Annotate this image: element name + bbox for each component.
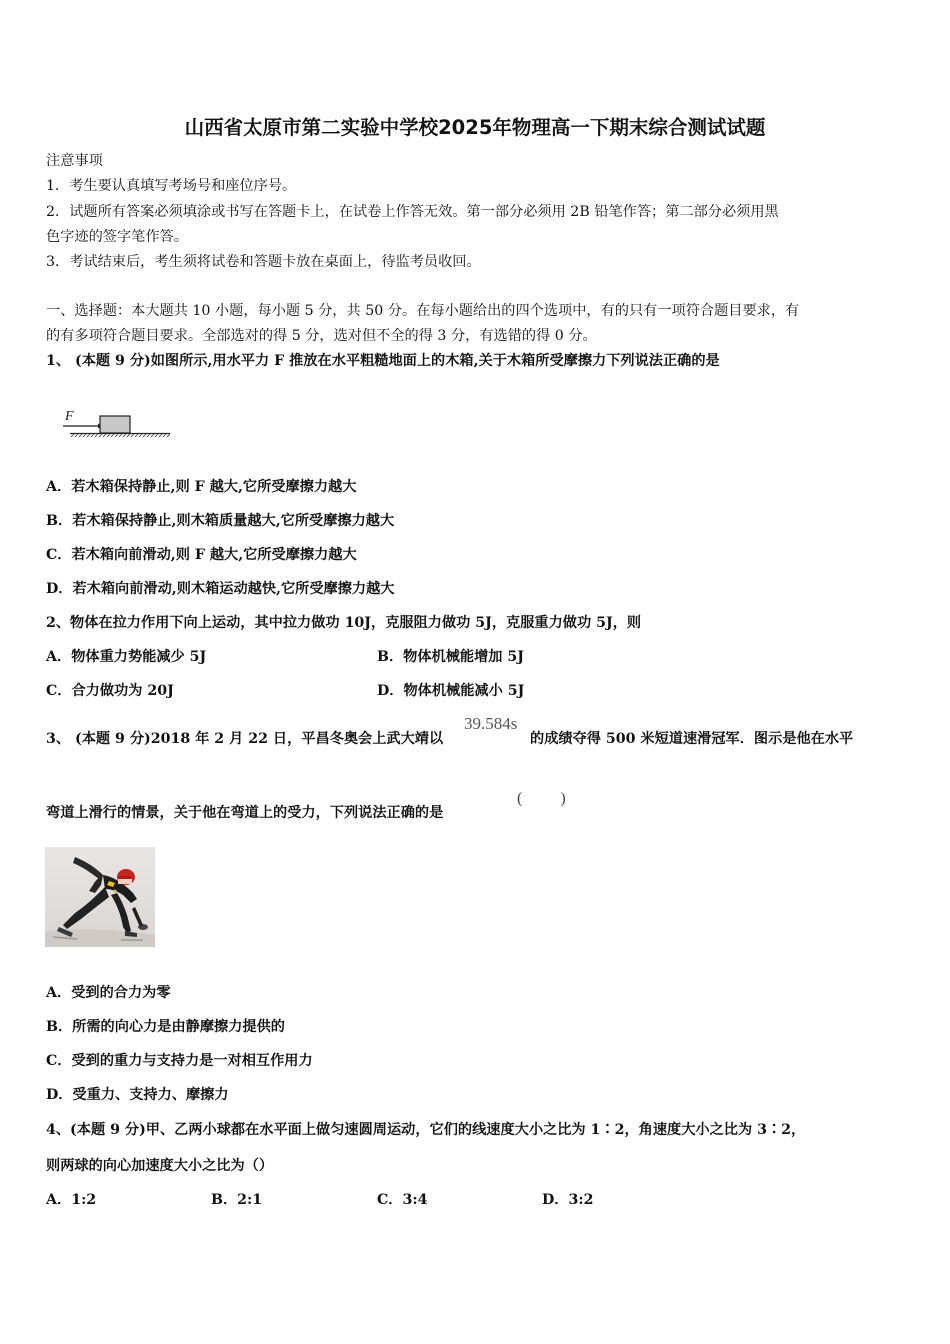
q2-option-a: A．物体重力势能减少 5J	[46, 649, 207, 665]
q4-option-a: A．1:2	[46, 1192, 97, 1208]
q1-force-box-figure	[58, 406, 176, 440]
q2-option-d: D．物体机械能减小 5J	[377, 683, 525, 699]
q4-option-b: B．2:1	[211, 1192, 263, 1208]
q3-time-value: 39.584s	[464, 714, 518, 733]
wooden-box	[100, 416, 130, 433]
section-intro-line-1: 一、选择题：本大题共 10 小题，每小题 5 分，共 50 分。在每小题给出的四个选项中，有的只有一项符合题目要求，有	[46, 303, 800, 319]
q2-option-c: C．合力做功为 20J	[46, 683, 174, 699]
q1-stem: 1、 (本题 9 分)如图所示,用水平力 F 推放在水平粗糙地面上的木箱,关于木箱所受摩擦力下列说法正确的是	[46, 353, 720, 369]
page-title: 山西省太原市第二实验中学校2025年物理高一下期末综合测试试题	[184, 116, 766, 139]
q1-option-c: C．若木箱向前滑动,则 F 越大,它所受摩擦力越大	[46, 547, 357, 563]
section-intro-line-2: 的有多项符合题目要求。全部选对的得 5 分，选对但不全的得 3 分，有选错的得 0 分。	[46, 328, 597, 344]
answer-blank-paren: ( )	[517, 790, 566, 807]
q4-option-c: C．3:4	[377, 1192, 428, 1208]
force-label: F	[65, 409, 74, 424]
notes-heading: 注意事项	[46, 153, 103, 169]
q3-option-a: A．受到的合力为零	[46, 985, 171, 1001]
note-2-line-2: 色字迹的签字笔作答。	[46, 229, 188, 245]
q3-option-d: D．受重力、支持力、摩擦力	[46, 1087, 229, 1103]
q4-stem-line-2: 则两球的向心加速度大小之比为（）	[46, 1158, 274, 1174]
q2-stem: 2、物体在拉力作用下向上运动，其中拉力做功 10J，克服阻力做功 5J，克服重力做功 5J，则	[46, 615, 642, 631]
q1-option-b: B．若木箱保持静止,则木箱质量越大,它所受摩擦力越大	[46, 513, 395, 529]
note-1: 1．考生要认真填写考场号和座位序号。	[46, 178, 297, 194]
q3-stem-part-1: 3、 (本题 9 分)2018 年 2 月 22 日，平昌冬奥会上武大靖以	[46, 731, 444, 747]
q3-skater-photo	[45, 847, 155, 947]
q3-stem-part-3: 弯道上滑行的情景，关于他在弯道上的受力，下列说法正确的是	[46, 805, 444, 821]
q1-option-a: A．若木箱保持静止,则 F 越大,它所受摩擦力越大	[46, 479, 357, 495]
q1-option-d: D．若木箱向前滑动,则木箱运动越快,它所受摩擦力越大	[46, 581, 395, 597]
q4-stem-line-1: 4、(本题 9 分)甲、乙两小球都在水平面上做匀速圆周运动，它们的线速度大小之比为 1∶2，角速度大小之比为 3∶2，	[46, 1122, 806, 1138]
q3-option-b: B．所需的向心力是由静摩擦力提供的	[46, 1019, 285, 1035]
q4-option-d: D．3:2	[542, 1192, 594, 1208]
q2-option-b: B．物体机械能增加 5J	[377, 649, 525, 665]
note-2-line-1: 2．试题所有答案必须填涂或书写在答题卡上，在试卷上作答无效。第一部分必须用 2B 铅笔作答；第二部分必须用黑	[46, 204, 779, 220]
q3-option-c: C．受到的重力与支持力是一对相互作用力	[46, 1053, 313, 1069]
note-3: 3．考试结束后，考生须将试卷和答题卡放在桌面上，待监考员收回。	[46, 254, 481, 270]
q3-stem-part-2: 的成绩夺得 500 米短道速滑冠军．图示是他在水平	[530, 731, 854, 747]
